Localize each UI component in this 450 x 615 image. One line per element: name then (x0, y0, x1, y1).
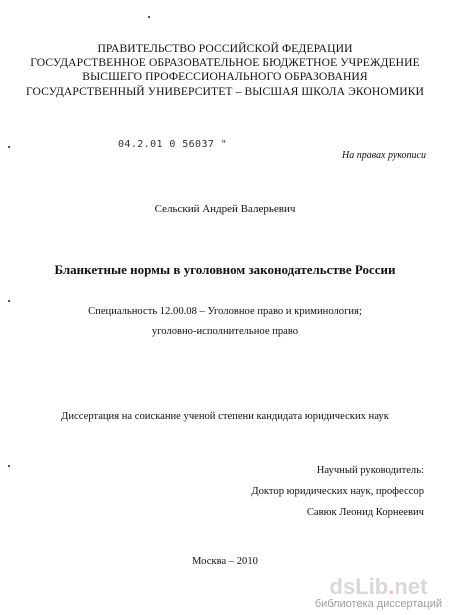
watermark-site-dot: . (388, 574, 395, 599)
supervisor-label: Научный руководитель: (316, 465, 424, 476)
city-year: Москва – 2010 (192, 556, 258, 567)
author-name: Сельский Андрей Валерьевич (154, 203, 296, 215)
dissertation-title: Бланкетные нормы в уголовном законодательстве России (54, 262, 396, 277)
registration-stamp: 04.2.01 0 56037 " (118, 139, 228, 150)
specialty-line: Специальность 12.00.08 – Уголовное право и криминология; (88, 306, 362, 317)
manuscript-rights-note: На правах рукописи (342, 150, 426, 161)
scan-mark (148, 16, 150, 18)
header-line: ВЫСШЕГО ПРОФЕССИОНАЛЬНОГО ОБРАЗОВАНИЯ (82, 70, 368, 84)
watermark-caption: библиотека диссертаций (314, 598, 442, 610)
dslib-watermark (315, 576, 442, 611)
scan-mark (8, 465, 10, 467)
scan-mark (8, 146, 10, 148)
header-line: ГОСУДАРСТВЕННОЕ ОБРАЗОВАТЕЛЬНОЕ БЮДЖЕТНОЕ УЧРЕЖДЕНИЕ (30, 56, 420, 70)
watermark-site (315, 576, 442, 598)
specialty-line: уголовно-исполнительное право (151, 326, 299, 337)
header-line: ПРАВИТЕЛЬСТВО РОССИЙСКОЙ ФЕДЕРАЦИИ (97, 42, 353, 55)
watermark-site-suffix: net (394, 574, 428, 599)
supervisor-degree: Доктор юридических наук, профессор (251, 486, 424, 497)
header-line: ГОСУДАРСТВЕННЫЙ УНИВЕРСИТЕТ – ВЫСШАЯ ШКОЛА ЭКОНОМИКИ (25, 84, 425, 98)
supervisor-name: Савюк Леонид Корнеевич (306, 507, 424, 518)
institution-header (0, 42, 450, 99)
degree-statement: Диссертация на соискание ученой степени кандидата юридических наук (61, 411, 389, 422)
specialty-block (0, 302, 450, 342)
supervisor-block (251, 460, 424, 523)
watermark-site-prefix: dsLib (329, 574, 389, 599)
